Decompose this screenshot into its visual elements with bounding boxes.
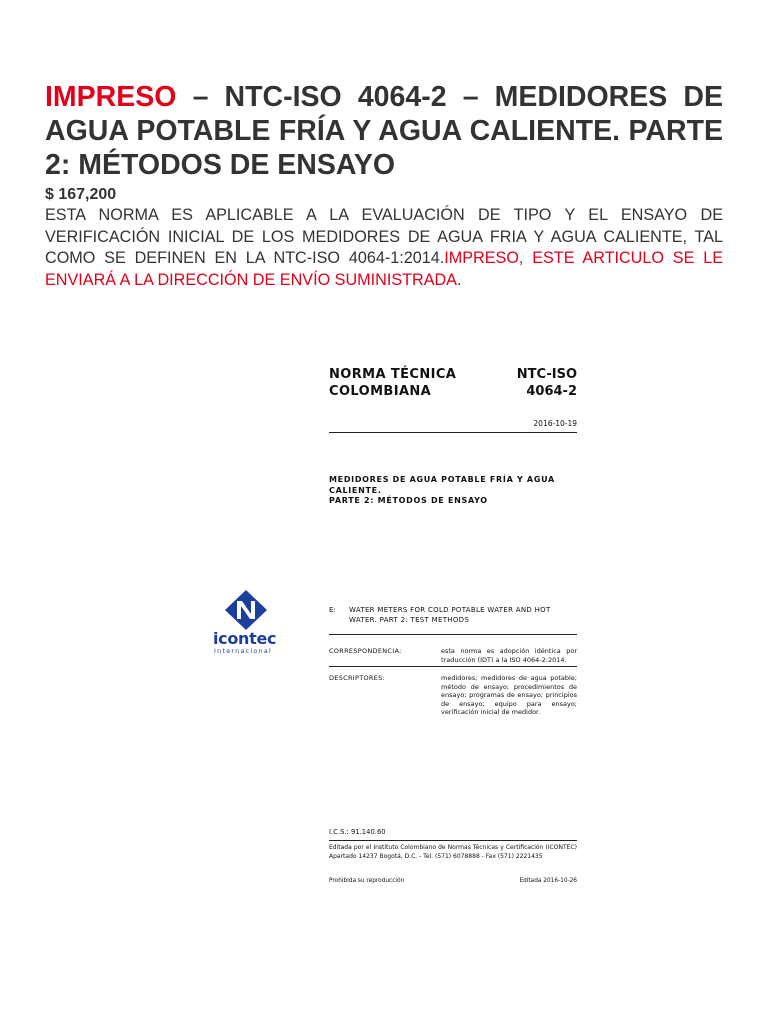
- editor-info: Editada por el Instituto Colombiano de Normas Técnicas y Certificación (ICONTEC) Apartado 14237 Bogotá, D.C. - Tel. (571) 6078888 - Fax (571) 2221435: [329, 844, 577, 860]
- product-description: [45, 205, 723, 291]
- divider: [329, 666, 577, 667]
- divider: [329, 634, 577, 635]
- norm-code: [517, 366, 577, 400]
- shipping-notice: IMPRESO, ESTE ARTICULO SE LE ENVIARÁ A LA DIRECCIÓN DE ENVÍO SUMINISTRADA.: [45, 249, 723, 289]
- correspondence-label: CORRESPONDENCIA:: [329, 647, 402, 655]
- reproduction-notice: Prohibida su reproducción: [329, 878, 405, 884]
- divider: [329, 840, 577, 841]
- correspondence-text: esta norma es adopción idéntica por traducción (IDT) a la ISO 4064-2:2014.: [441, 647, 577, 664]
- product-title: [45, 80, 723, 182]
- icontec-emblem-icon: [224, 589, 268, 631]
- title-prefix: IMPRESO: [45, 81, 177, 113]
- ics-code: I.C.S.: 91.140.60: [329, 828, 386, 836]
- norm-type-line1: NORMA TÉCNICA: [329, 367, 457, 382]
- product-price: $ 167,200: [45, 186, 117, 203]
- english-label: E:: [329, 606, 336, 614]
- norm-type-line2: COLOMBIANA: [329, 384, 432, 399]
- logo-name: icontec: [213, 629, 277, 648]
- cover-title-line1: MEDIDORES DE AGUA POTABLE FRÍA Y AGUA: [329, 475, 555, 484]
- icontec-logo: [210, 589, 286, 659]
- cover-title-line2: CALIENTE.: [329, 485, 382, 495]
- norm-code-line1: NTC-ISO: [516, 367, 577, 382]
- cover-title-line3: PARTE 2: MÉTODOS DE ENSAYO: [329, 496, 488, 505]
- cover-title: [329, 475, 577, 507]
- description-text: ESTA NORMA ES APLICABLE A LA EVALUACIÓN DE TIPO Y EL ENSAYO DE VERIFICACIÓN INICIAL DE LOS MEDIDORES DE AGUA FRIA Y AGUA CALIENTE, TAL COMO SE DEFINEN EN LA NTC-ISO 4064-1:2014.: [45, 206, 723, 267]
- norm-code-line2: 4064-2: [526, 384, 577, 399]
- norm-type: [329, 366, 456, 400]
- divider: [329, 432, 577, 433]
- descriptors-text: medidores; medidores de agua potable; método de ensayo; procedimientos de ensayo; programas de ensayo; principios de ensayo; equipo para ensayo; verificación inicial de medidor.: [441, 674, 577, 716]
- edition-date: Editada 2016-10-26: [519, 878, 577, 884]
- norm-date: 2016-10-19: [533, 419, 577, 428]
- descriptors-label: DESCRIPTORES:: [329, 674, 386, 682]
- english-title: WATER METERS FOR COLD POTABLE WATER AND HOT WATER. PART 2: TEST METHODS: [349, 606, 551, 624]
- title-text: – NTC-ISO 4064-2 – MEDIDORES DE AGUA POTABLE FRÍA Y AGUA CALIENTE. PARTE 2: MÉTODOS DE ENSAYO: [45, 81, 723, 181]
- logo-subtitle: Internacional: [214, 648, 273, 655]
